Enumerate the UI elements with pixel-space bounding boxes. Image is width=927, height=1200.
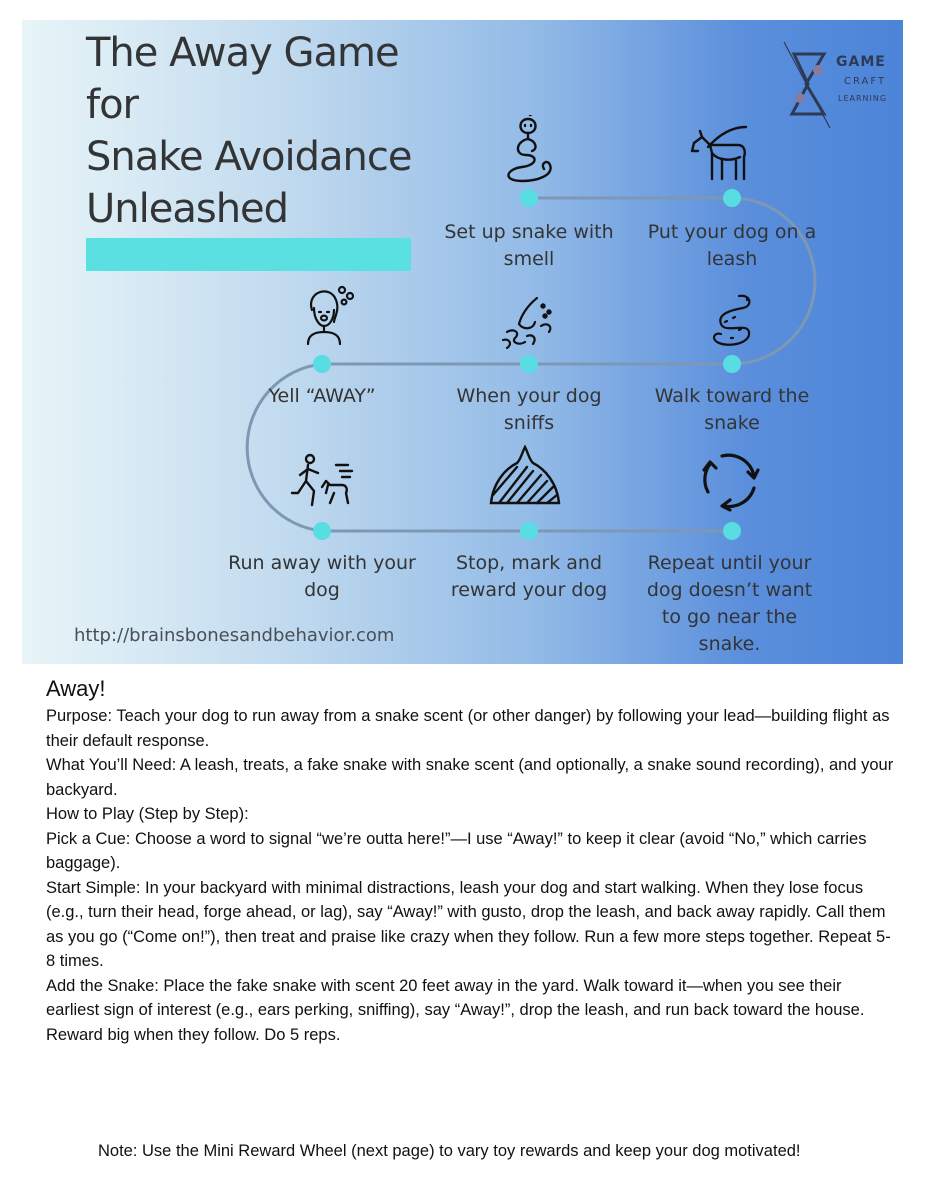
step-label-7: Stop, mark and reward your dog (450, 552, 608, 601)
running-with-dog-icon (290, 453, 356, 514)
repeat-cycle-icon (698, 448, 762, 517)
paragraph-how-to-play: How to Play (Step by Step): (46, 805, 249, 823)
source-url: http://brainsbonesandbehavior.com (74, 625, 395, 646)
note: Note: Use the Mini Reward Wheel (next page) to vary toy rewards and keep your dog motivated! (98, 1142, 801, 1160)
title-line-3: Snake Avoidance (86, 134, 412, 180)
title-line-2: for (86, 82, 138, 128)
step-dot-1 (520, 189, 538, 207)
article-heading: Away! (46, 676, 106, 701)
title-line-4: Unleashed (86, 186, 289, 232)
step-dot-6 (313, 522, 331, 540)
title-accent-bar (86, 238, 411, 271)
logo-text-game: GAME (836, 54, 886, 70)
infographic (22, 20, 903, 664)
paragraph-what-you-need: What You’ll Need: A leash, treats, a fake snake with snake scent (and optionally, a snake sound recording), and your backyard. (46, 756, 894, 799)
step-label-6: Run away with your dog (228, 552, 416, 601)
step-dot-2 (723, 189, 741, 207)
logo-text-craft: CRAFT (844, 76, 887, 87)
snake-icon (498, 115, 560, 192)
step-dot-8 (723, 522, 741, 540)
step-dot-3 (723, 355, 741, 373)
coiled-snake-icon (707, 292, 757, 355)
treat-bag-icon (487, 445, 563, 512)
article (46, 676, 896, 1047)
step-label-2: Put your dog on a leash (647, 221, 817, 270)
sniffing-nose-icon (497, 292, 559, 357)
step-label-1: Set up snake with smell (444, 221, 614, 270)
paragraph-pick-a-cue: Pick a Cue: Choose a word to signal “we’re outta here!”—I use “Away!” to keep it clear (avoid “No,” which carries baggage). (46, 829, 867, 872)
paragraph-purpose: Purpose: Teach your dog to run away from a snake scent (or other danger) by following your lead—building flight as their default response. (46, 707, 890, 750)
step-dot-7 (520, 522, 538, 540)
dog-on-leash-icon (682, 123, 756, 188)
step-dot-4 (520, 355, 538, 373)
step-label-5: Yell “AWAY” (268, 385, 376, 407)
title-line-1: The Away Game (86, 30, 399, 76)
logo-x-icon (778, 36, 838, 136)
step-label-3: Walk toward the snake (654, 385, 810, 434)
logo (778, 36, 898, 136)
step-dot-5 (313, 355, 331, 373)
step-label-4: When your dog sniffs (456, 385, 602, 434)
paragraph-start-simple: Start Simple: In your backyard with minimal distractions, leash your dog and start walking. When they lose focus (e.g., turn their head, forge ahead, or lag), say “Away!” with gusto, drop the leash, and back away rapidly. Call them as you go (“Come on!”), then treat and praise like crazy when they follow. Run a few more steps together. Repeat 5-8 times. (46, 878, 891, 970)
yelling-person-icon (298, 282, 358, 351)
paragraph-add-the-snake: Add the Snake: Place the fake snake with scent 20 feet away in the yard. Walk toward it—when you see their earliest sign of interest (e.g., ears perking, sniffing), say “Away!”, drop the leash, and run back toward the house. Reward big when they follow. Do 5 reps. (46, 976, 865, 1044)
logo-text-learning: LEARNING (838, 94, 888, 103)
step-label-8: Repeat until your dog doesn’t want to go near the snake. (646, 552, 813, 655)
